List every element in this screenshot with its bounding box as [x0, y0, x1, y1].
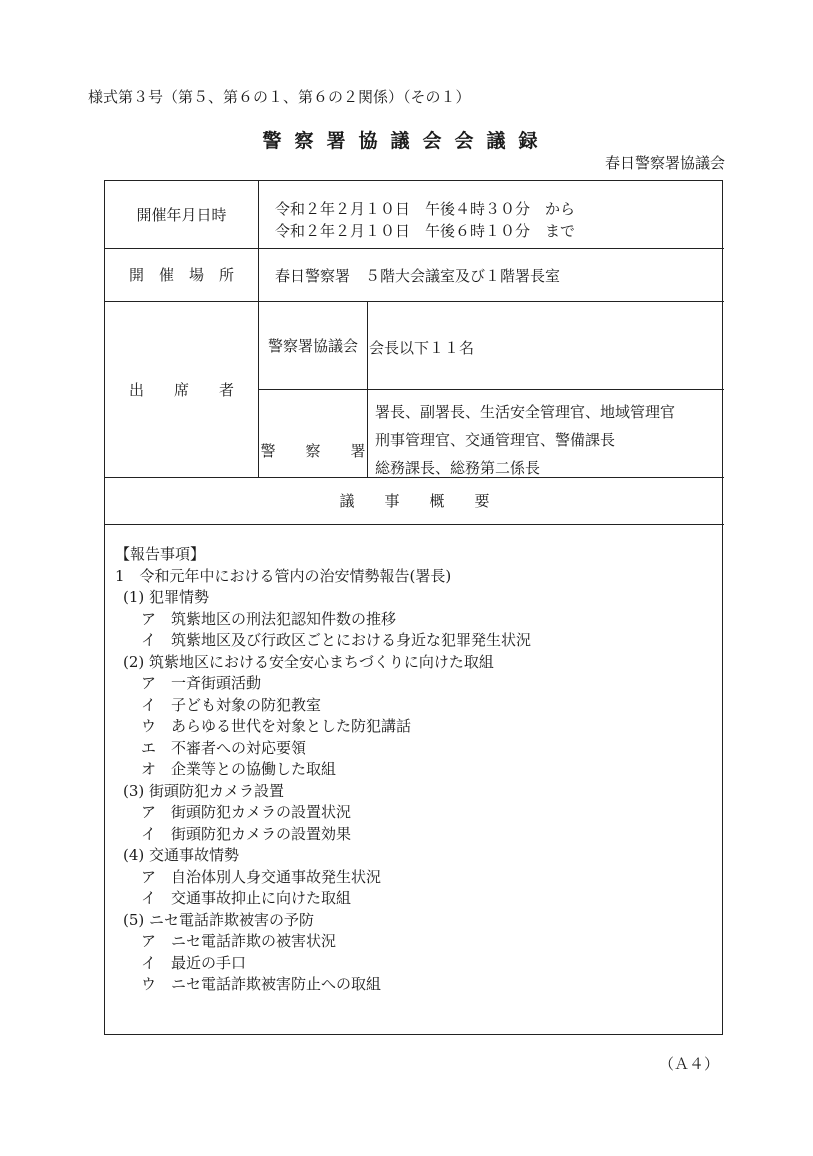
summary-label: 議 事 概 要 — [339, 492, 490, 510]
council-value: 会長以下１１名 — [369, 339, 475, 357]
attendees-label: 出 席 者 — [128, 380, 234, 399]
summary-item: 1 令和元年中における管内の治安情勢報告(署長) — [115, 567, 452, 585]
form-number: 様式第３号（第５、第６の１、第６の２関係）（その１） — [88, 88, 471, 106]
police-attendees-line: 総務課長、総務第二係長 — [375, 459, 541, 477]
datetime-label: 開催年月日時 — [136, 206, 227, 224]
datetime-label-cell — [105, 181, 258, 248]
column-divider — [367, 301, 368, 477]
summary-subitem: エ 不審者への対応要領 — [141, 739, 307, 757]
summary-subitem: ア ニセ電話詐欺の被害状況 — [141, 932, 337, 950]
police-attendees-line: 刑事管理官、交通管理官、警備課長 — [375, 431, 616, 449]
venue-value: 春日警察署 ５階大会議室及び１階署長室 — [275, 267, 561, 285]
police-attendees-line: 署長、副署長、生活安全管理官、地域管理官 — [375, 403, 676, 421]
attendees-label-cell — [105, 301, 258, 477]
summary-subitem: ウ ニセ電話詐欺被害防止への取組 — [141, 975, 382, 993]
organization-name: 春日警察署協議会 — [604, 154, 725, 172]
datetime-value — [275, 198, 575, 242]
document-title: 警察署協議会会議録 — [262, 130, 551, 152]
police-attendees — [375, 398, 675, 482]
venue-label: 開 催 場 所 — [128, 266, 234, 284]
summary-section-heading: 【報告事項】 — [115, 545, 206, 563]
datetime-from: 令和２年２月１０日 午後４時３０分 から — [275, 200, 576, 218]
datetime-to: 令和２年２月１０日 午後６時１０分 まで — [275, 222, 576, 240]
summary-subitem: ア 街頭防犯カメラの設置状況 — [141, 803, 352, 821]
venue-label-cell — [105, 248, 258, 301]
row-divider — [105, 524, 724, 525]
summary-subitem: ア 一斉街頭活動 — [141, 674, 262, 692]
minutes-table — [104, 180, 723, 1035]
summary-subitem: イ 子ども対象の防犯教室 — [141, 696, 322, 714]
summary-subitem: イ 筑紫地区及び行政区ごとにおける身近な犯罪発生状況 — [141, 631, 532, 649]
summary-subheading: (4) 交通事故情勢 — [123, 846, 240, 864]
summary-header-cell — [105, 477, 724, 524]
summary-subitem: ア 自治体別人身交通事故発生状況 — [141, 868, 382, 886]
summary-subitem: イ 最近の手口 — [141, 954, 247, 972]
paper-size-note: （Ａ４） — [658, 1055, 719, 1073]
council-label: 警察署協議会 — [267, 337, 358, 355]
summary-subitem: オ 企業等との協働した取組 — [141, 760, 337, 778]
summary-subheading: (5) ニセ電話詐欺被害の予防 — [123, 911, 315, 929]
summary-subheading: (1) 犯罪情勢 — [123, 588, 210, 606]
police-label: 警 察 署 — [260, 442, 366, 460]
summary-subitem: ア 筑紫地区の刑法犯認知件数の推移 — [141, 610, 397, 628]
summary-subheading: (2) 筑紫地区における安全安心まちづくりに向けた取組 — [123, 653, 494, 671]
summary-subitem: イ 街頭防犯カメラの設置効果 — [141, 825, 352, 843]
council-label-cell — [259, 302, 367, 389]
police-label-cell — [259, 390, 367, 477]
summary-subheading: (3) 街頭防犯カメラ設置 — [123, 782, 285, 800]
summary-subitem: イ 交通事故抑止に向けた取組 — [141, 889, 352, 907]
summary-subitem: ウ あらゆる世代を対象とした防犯講話 — [141, 717, 412, 735]
